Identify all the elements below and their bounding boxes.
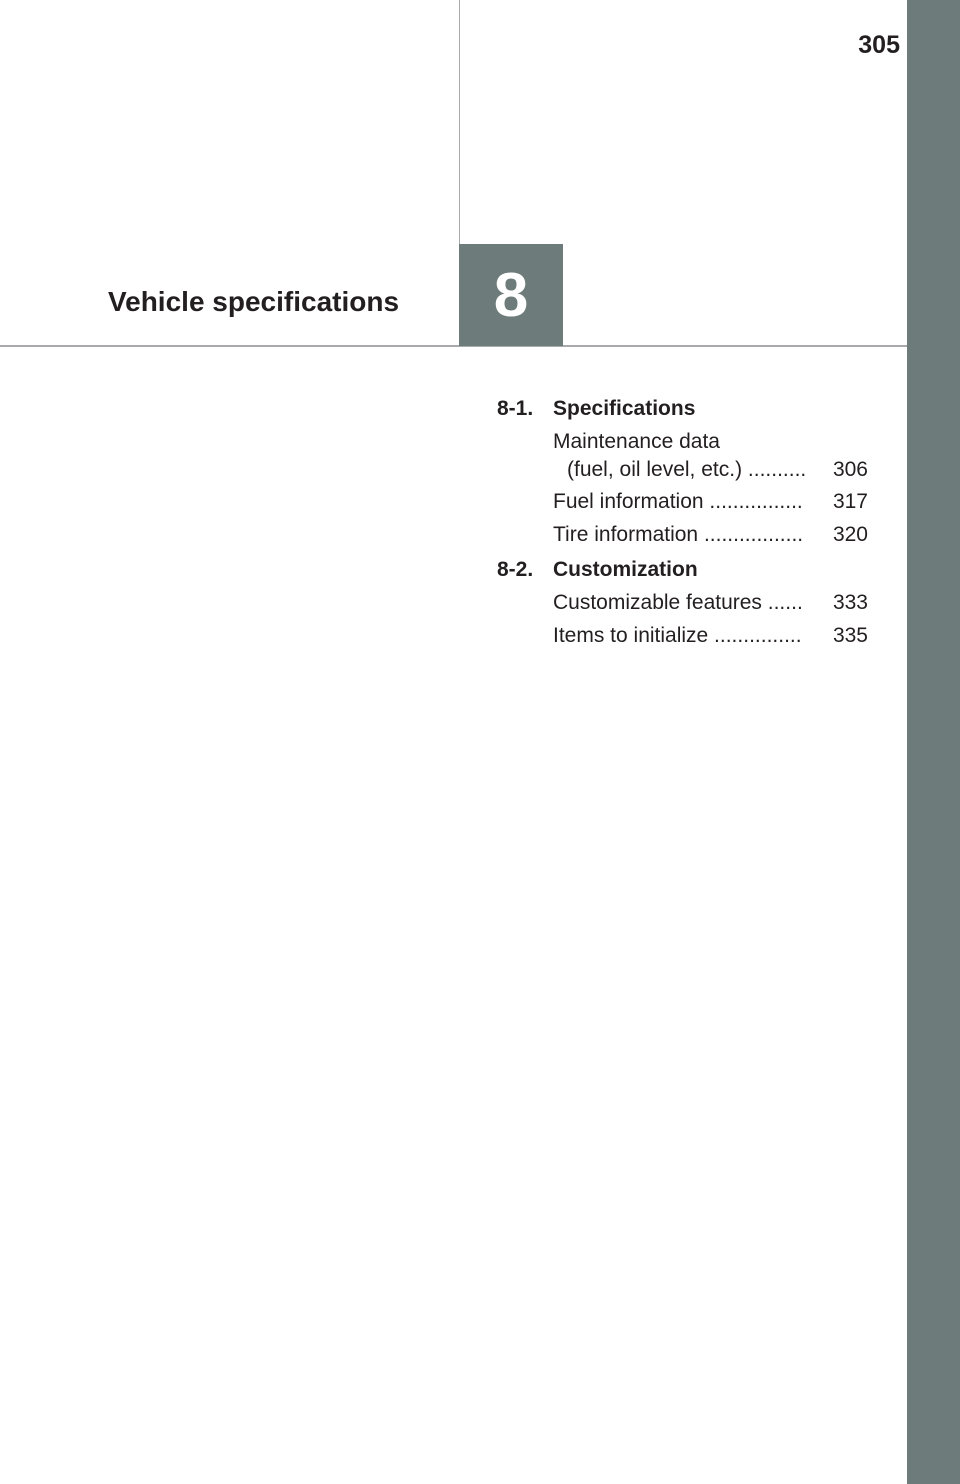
section-number: 8-2.: [497, 558, 534, 581]
toc-entry-label: Fuel information ................: [553, 490, 803, 513]
toc-entry-page: 333: [832, 591, 868, 614]
section-title[interactable]: Specifications: [553, 397, 696, 420]
toc-entry[interactable]: [553, 488, 868, 516]
toc-entry[interactable]: [553, 622, 868, 650]
toc-entry-label: Items to initialize ...............: [553, 624, 802, 647]
toc-entry-page: 335: [832, 624, 868, 647]
toc-entry-label: (fuel, oil level, etc.) ..........: [567, 458, 807, 481]
chapter-number: 8: [493, 260, 529, 330]
toc-entry-label[interactable]: Maintenance data: [553, 430, 720, 453]
toc-entry[interactable]: [553, 456, 868, 484]
toc-entry-page: 320: [832, 523, 868, 546]
toc-entry[interactable]: [553, 521, 868, 549]
toc-entry-label: Tire information .................: [553, 523, 804, 546]
table-of-contents: [0, 0, 960, 700]
toc-entry-label: Customizable features ......: [553, 591, 803, 614]
section-title[interactable]: Customization: [553, 558, 698, 581]
toc-entry-page: 317: [832, 490, 868, 513]
page-number: 305: [858, 31, 900, 59]
chapter-title: Vehicle specifications: [108, 286, 400, 317]
toc-entry[interactable]: [553, 589, 868, 617]
toc-entry-page: 306: [832, 458, 868, 481]
section-number: 8-1.: [497, 397, 534, 420]
